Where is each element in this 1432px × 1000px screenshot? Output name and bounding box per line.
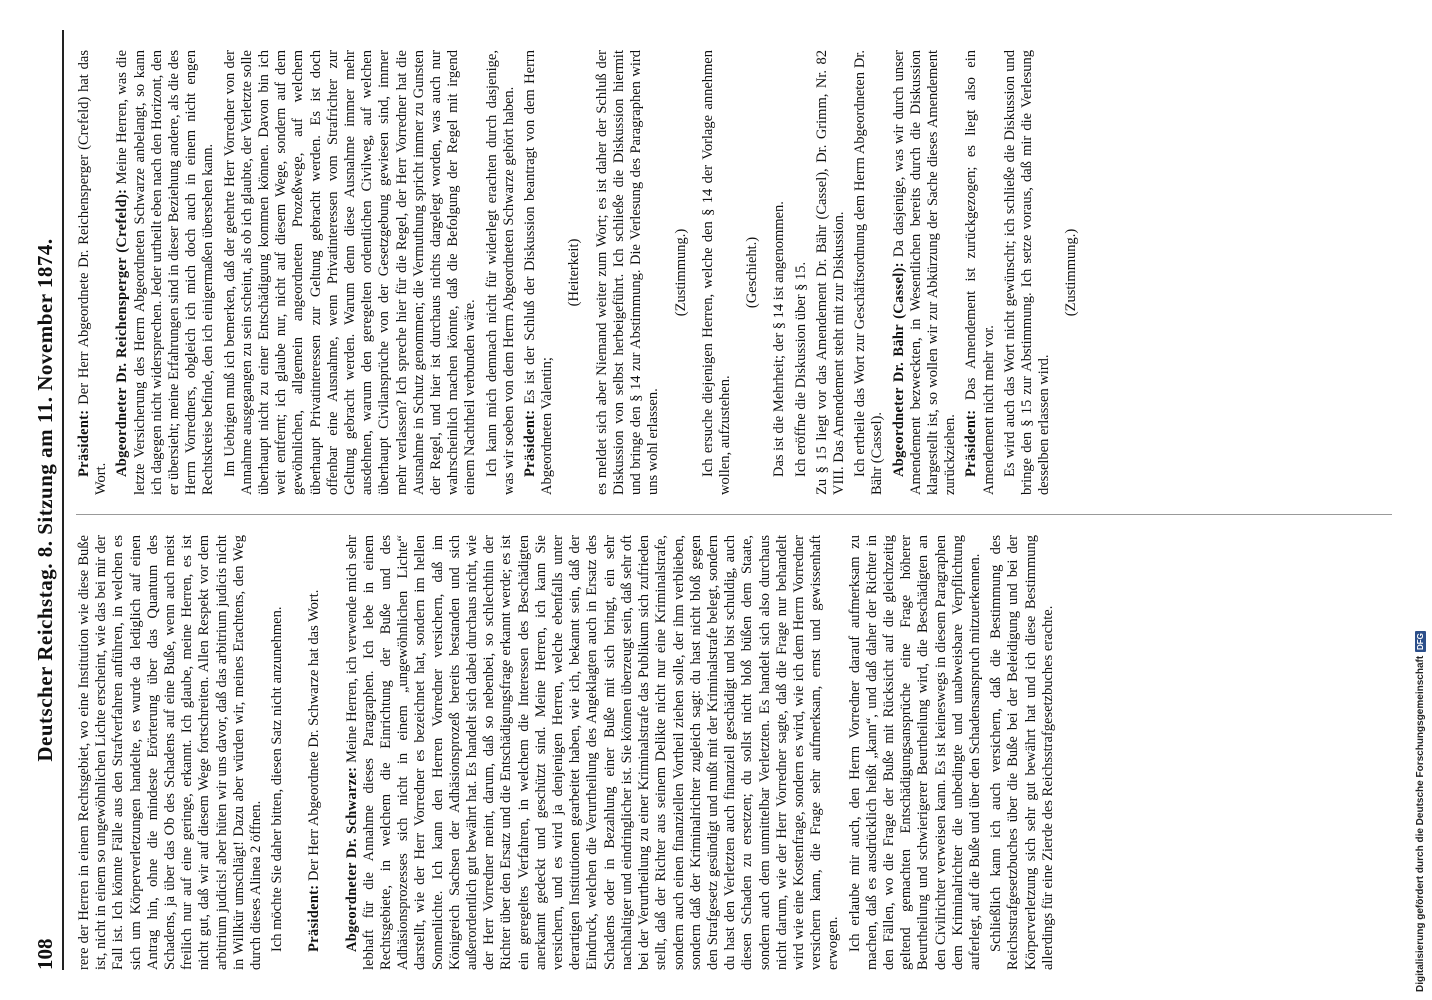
body-paragraph: Ich ertheile das Wort zur Geschäftsordnung dem Herrn Abgeordneten Dr. Bähr (Cassel). <box>852 50 886 495</box>
body-paragraph: Zu § 15 liegt vor das Amendement Dr. Bähr (Cassel), Dr. Grimm, Nr. 82 VIII. Das Amendement steht mit zur Diskussion. <box>813 50 847 495</box>
speaker-name: Abgeordneter Dr. Schwarze: <box>343 766 360 952</box>
page-number: 108 <box>33 938 57 970</box>
speech-paragraph <box>963 50 997 495</box>
left-column <box>76 535 1392 970</box>
speech-text: Da dasjenige, was wir durch unser Amendement bezweckten, in Wesentlichen bereits durch die Diskussion klargestellt ist, so wollen wir zur Abkürzung der Sache dieses Amendement zurückziehen. <box>890 50 959 495</box>
speech-paragraph <box>344 535 843 970</box>
body-paragraph: rere der Herren in einem Rechtsgebiet, wo eine Institution wie diese Buße ist, nicht in einem so ungewöhnlichen Lichte erscheint, wie das bei mir der Fall ist. Ich könnte Fälle aus den Strafverfahren anführen, in welchen es sich um Körperverletzungen handelte, es wurde da lediglich auf einen Antrag hin, ohne die mindeste Erörterung über das Quantum des Schadens, ja über das Ob des Schadens auf eine Buße, wenn auch meist freilich nur auf eine geringe, erkannt. Ich glaube, meine Herren, es ist nicht gut, daß wir auf diesem Wege fortschreiten. Allen Respekt vor dem arbitrium judicis! aber hüten wir uns davor, daß das arbitrium judicis nicht in Willkür umschlägt! Dazu aber würden wir, meines Erachtens, den Weg durch dieses Alinea 2 öffnen. <box>76 535 265 970</box>
credit-text: Digitalisierung gefördert durch die Deutsche Forschungsgemeinschaft <box>1415 655 1426 992</box>
speech-paragraph <box>76 50 110 495</box>
column-divider <box>76 514 1392 515</box>
paragraph-gap <box>290 535 306 970</box>
body-paragraph: Ich erlaube mir auch, den Herrn Vorredner darauf aufmerksam zu machen, daß es ausdrücklich heißt „kann“, und daß daher der Richter in den Fällen, wo die Frage der Buße mit Rücksicht auf die gleichzeitig geltend gemachten Entschädigungsansprüche eine Frage höherer Beurtheilung und schwierigerer Beurtheilung wird, die Beschädigten an den Civilrichter verweisen kann. Es ist keineswegs in diesem Paragraphen dem Kriminalrichter die unbedingte und unabweisbare Verpflichtung auferlegt, auf die Buße und über den Schadensanspruch mitzuerkennen. <box>846 535 983 970</box>
speech-text: Der Herr Abgeordnete Dr. Schwarze hat das Wort. <box>306 589 323 881</box>
body-paragraph: Ich eröffne die Diskussion über § 15. <box>792 261 809 477</box>
speech-paragraph <box>114 50 217 495</box>
speech-text: Meine Herren, was die letzte Versicherung des Herrn Abgeordneten Schwarze anbelangt, so kann ich dagegen nicht widersprechen. Jeder urtheilt eben nach den Horizont, den er übersieht; meine Erfahrungen sind in dieser Beziehung andere, als die des Herrn Vorredners, obgleich ich mich doch auch in einem nicht engen Rechtskreise befinde, den ich einigermaßen übersehen kann. <box>114 50 217 495</box>
body-paragraph: Ich möchte Sie daher bitten, diesen Satz nicht anzunehmen. <box>269 606 286 952</box>
stage-direction: (Heiterkeit) <box>566 238 583 307</box>
digitization-credit <box>1415 8 1426 992</box>
page-header <box>30 30 64 970</box>
body-paragraph: Es wird auch das Wort nicht gewünscht; ich schließe die Diskussion und bringe den § 15 zur Abstimmung. Ich setze voraus, daß mir die Verlesung desselben erlassen wird. <box>1001 50 1053 495</box>
speech-paragraph <box>306 535 323 970</box>
speech-text: Meine Herren, ich verwende mich sehr lebhaft für die Annahme dieses Paragraphen. Ich lebe in einem Rechtsgebiete, in welchem die Einrichtung der Buße und des Adhäsionsprozesses sich nicht in einem „ungewöhnlichen Lichte“ darstellt, wie der Herr Vorredner es bezeichnet hat, sondern im hellen Sonnenlichte. Ich kann den Herren Vorredner versichern, daß im Königreich Sachsen der Adhäsionsprozeß bereits bestanden und sich außerordentlich gut bewährt hat. Es handelt sich dabei durchaus nicht, wie der Herr Vorredner meint, darum, daß so nebenbei, so schlechthin der Richter über den Ersatz und die Entschädigungsfrage erkannt werde; es ist ein geregeltes Verfahren, in welchem die Interessen des Beschädigten anerkannt gedeckt und geschützt sind. Meine Herren, ich kann Sie versichern, und es wird ja denjenigen Herren, welche ebenfalls unter derartigen Institutionen gearbeitet haben, wie ich, bekannt sein, daß der Eindruck, welchen die Verurtheilung des Angeklagten auch in Ersatz des Schadens oder in Bezahlung einer Buße mit sich bringt, ein sehr nachhaltiger und eindringlicher ist. Sie können überzeugt sein, daß sehr oft bei der Verurtheilung zu einer Kriminalstrafe das Publikum sich zufrieden stellt, daß der Richter aus seinem Delikte nicht nur eine Kriminalstrafe, sondern auch einen finanziellen Vortheil ziehen solle, der ihm verblieben, sondern daß der Kriminalrichter zugleich sagt: du hast nicht bloß gegen den Strafgesetz gesündigt und mußt mit der Kriminalstrafe belegt, sondern du hast den Verletzten auch finanziell geschädigt und bist schuldig, auch diesen Schaden zu ersetzen; du sollst nicht bloß büßen dem Staate, sondern auch dem unmittelbar Verletzten. Es handelt sich also durchaus nicht darum, wie der Herr Vorredner sagte, daß die Frage nur behandelt wird wie eine Kostenfrage, sondern es wird, wie ich dem Herrn Vorredner versichern kann, die Frage sehr aufmerksam, ernst und gewissenhaft erwogen. <box>343 535 842 970</box>
speech-text: Der Herr Abgeordnete Dr. Reichensperger (Crefeld) hat das Wort. <box>76 50 110 495</box>
speech-text: Es ist der Schluß der Diskussion beantragt von dem Herrn Abgeordneten Valentin; <box>522 50 556 495</box>
speaker-name: Abgeordneter Dr. Reichensperger (Crefeld): <box>114 188 131 477</box>
speaker-name: Präsident: <box>76 409 92 477</box>
speaker-name: Abgeordneter Dr. Bähr (Cassel): <box>890 262 907 477</box>
body-paragraph: Schließlich kann ich auch versichern, daß die Bestimmung des Reichsstrafgesetzbuches über die Buße bei der Beleidigung und bei der Körperverletzung sich sehr gut bewährt hat und ich diese Bestimmung allerdings für eine Zierde des Reichsstrafgesetzbuches erachte. <box>988 535 1056 970</box>
speaker-name: Präsident: <box>963 409 980 477</box>
body-paragraph: Ich ersuche diejenigen Herren, welche den § 14 der Vorlage annehmen wollen, aufzustehen. <box>699 50 733 495</box>
body-paragraph: es meldet sich aber Niemand weiter zum Wort; es ist daher der Schluß der Diskussion von selbst herbeigeführt. Ich schließe die Diskussion hiermit und bringe den § 14 zur Abstimmung. Die Verlesung des Paragraphen wird uns wohl erlassen. <box>593 50 662 495</box>
speaker-name: Präsident: <box>306 884 323 952</box>
speech-paragraph <box>891 50 960 495</box>
paragraph-gap <box>328 535 344 970</box>
stage-direction: (Geschieht.) <box>744 236 761 309</box>
stage-direction: (Zustimmung.) <box>1063 228 1080 317</box>
speaker-name: Präsident: <box>522 409 539 477</box>
body-paragraph: Im Uebrigen muß ich bemerken, daß der geehrte Herr Vorredner von der Annahme ausgegangen zu sein scheint, als ob ich glaubte, der Verletzte solle überhaupt nicht zu einer Entschädigung kommen können. Davon bin ich weit entfernt; ich glaube nur, nicht auf diesem Wege, sondern auf dem gewöhnlichen, allgemein angeordneten Prozeßwege, auf welchem überhaupt Privatinteressen zur Geltung gebracht werden. Es ist doch offenbar eine Ausnahme, wenn Privatinteressen vom Strafrichter zur Geltung gebracht werden. Warum denn diese Ausnahme immer mehr ausdehnen, warum den geregelten ordentlichen Civilweg, auf welchen überhaupt Civilansprüche von der Gesetzgebung gewiesen sind, immer mehr verlassen? Ich spreche hier für die Regel, der Herr Vorredner hat die Ausnahme in Schutz genommen; die Vermuthung spricht immer zu Gunsten der Regel, und hier ist durchaus nichts dargelegt worden, was auch nur wahrscheinlich machen könnte, daß die Befolgung der Regel mit irgend einem Nachtheil verbunden wäre. <box>221 50 479 495</box>
speech-paragraph <box>522 50 556 495</box>
running-title: Deutscher Reichstag. 8. Sitzung am 11. November 1874. <box>33 238 57 762</box>
body-paragraph: Das ist die Mehrheit; der § 14 ist angenommen. <box>771 201 788 477</box>
body-paragraph: Ich kann mich demnach nicht für widerlegt erachten durch dasjenige, was wir soeben von dem Herrn Abgeordneten Schwarze gehört haben. <box>483 50 517 495</box>
stage-direction: (Zustimmung.) <box>672 228 689 317</box>
speech-text: Das Amendement ist zurückgezogen; es liegt also ein Amendement nicht mehr vor. <box>963 50 997 495</box>
right-column <box>76 50 1392 495</box>
dfg-logo: DFG <box>1416 632 1425 650</box>
